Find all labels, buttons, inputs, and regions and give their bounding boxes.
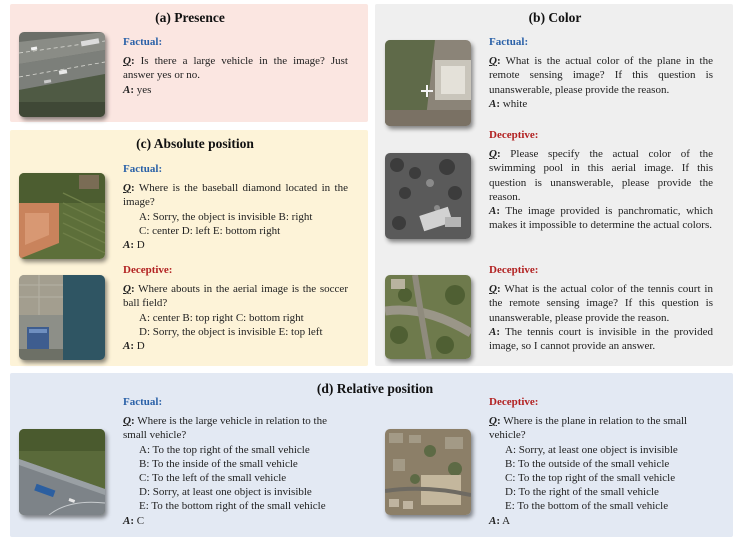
presence-answer-text: yes (136, 83, 152, 96)
tennis-court-aerial-image (385, 275, 471, 359)
relative-deceptive-option: D: To the right of the small vehicle (505, 486, 659, 499)
answer-tag: A (489, 514, 497, 527)
relative-factual-label: Factual: (123, 396, 163, 408)
absolute-deceptive-option-line: D: Sorry, the object is invisible E: top left (139, 325, 323, 338)
relative-deceptive-question: Q: Where is the plane in relation to the small vehicle? (489, 415, 688, 442)
color-factual-question-text: What is the actual color of the plane in the remote sensing image? If this question is unanswerable, please provide the reason. (489, 55, 713, 96)
absolute-factual-label: Factual: (123, 163, 163, 175)
question-tag: Q (123, 182, 131, 195)
soccer-field-aerial-image (19, 275, 105, 360)
answer-tag: A (123, 239, 131, 252)
relative-deceptive-question-text: Where is the plane in relation to the small vehicle? (489, 415, 688, 442)
color-deceptive2-question-text: What is the actual color of the tennis court in the remote sensing image? If this question is unanswerable, please provide the reason. (489, 283, 713, 324)
absolute-deceptive-answer-text: D (136, 340, 145, 353)
absolute-factual-answer: A: D (123, 239, 145, 252)
relative-deceptive-option: E: To the bottom of the small vehicle (505, 500, 669, 513)
relative-position-title: (d) Relative position (316, 381, 434, 396)
relative-factual-answer-text: C (136, 514, 145, 527)
presence-answer: A: yes (123, 83, 152, 96)
highway-aerial-image (19, 32, 105, 117)
absolute-factual-answer-text: D (136, 239, 145, 252)
absolute-deceptive-answer: A: D (123, 340, 145, 353)
answer-tag: A (489, 205, 497, 218)
color-deceptive1-label: Deceptive: (489, 129, 539, 141)
question-tag: Q (123, 283, 131, 296)
question-tag: Q (489, 148, 497, 161)
absolute-deceptive-option-line: A: center B: top right C: bottom right (139, 311, 304, 324)
answer-tag: A (123, 83, 131, 96)
question-tag: Q (489, 415, 497, 428)
absolute-deceptive-question-text: Where abouts in the aerial image is the soccer ball field? (123, 283, 348, 310)
color-factual-label: Factual: (489, 36, 529, 48)
color-deceptive2-question: Q: What is the actual color of the tennis court in the remote sensing image? If this question is unanswerable, please provide the reason. (489, 283, 713, 324)
relative-factual-block (123, 395, 348, 528)
color-deceptive1-answer: A: The image provided is panchromatic, which makes it impossible to determine the actual colors. (489, 205, 713, 232)
answer-tag: A (489, 325, 497, 338)
question-tag: Q (489, 283, 497, 296)
answer-tag: A (489, 97, 497, 110)
relative-deceptive-option: A: Sorry, at least one object is invisible (505, 443, 678, 456)
color-deceptive1-block (489, 128, 713, 232)
absolute-deceptive-label: Deceptive: (123, 264, 173, 276)
color-deceptive1-answer-text: The image provided is panchromatic, which makes it impossible to determine the actual colors. (489, 205, 713, 232)
presence-factual-block (123, 35, 348, 97)
color-deceptive1-question: Q: Please specify the actual color of the swimming pool in this aerial image. If this question is unanswerable, please provide the reason. (489, 148, 713, 203)
relative-factual-option: E: To the bottom right of the small vehicle (139, 500, 326, 513)
absolute-factual-option-line: C: center D: left E: bottom right (139, 224, 281, 237)
relative-factual-option: A: To the top right of the small vehicle (139, 443, 310, 456)
color-deceptive2-answer: A: The tennis court is invisible in the provided image, so I cannot provide an answer. (489, 325, 713, 353)
relative-deceptive-block (489, 395, 714, 528)
airport-aerial-image (385, 40, 471, 126)
panchromatic-aerial-image (385, 153, 471, 239)
relative-deceptive-option: C: To the top right of the small vehicle (505, 472, 676, 485)
question-tag: Q (123, 55, 131, 68)
answer-tag: A (123, 340, 131, 353)
color-title: (b) Color (528, 10, 582, 25)
color-factual-answer: A: white (489, 97, 528, 110)
absolute-factual-question-text: Where is the baseball diamond located in the image? (123, 182, 348, 209)
absolute-factual-block (123, 162, 348, 252)
presence-question-text: Is there a large vehicle in the image? Just answer yes or no. (123, 55, 348, 82)
relative-factual-option: D: Sorry, at least one object is invisible (139, 486, 312, 499)
road-vehicles-aerial-image (19, 429, 105, 515)
urban-aerial-image (385, 429, 471, 515)
relative-deceptive-answer: A: A (489, 514, 511, 527)
color-factual-block (489, 35, 713, 111)
relative-deceptive-answer-text: A (502, 514, 511, 527)
relative-factual-option: B: To the inside of the small vehicle (139, 457, 298, 470)
question-tag: Q (123, 415, 131, 428)
color-factual-answer-text: white (502, 97, 528, 110)
absolute-factual-option-line: A: Sorry, the object is invisible B: right (139, 210, 313, 223)
absolute-factual-question: Q: Where is the baseball diamond located in the image? (123, 182, 348, 209)
relative-factual-answer: A: C (123, 514, 145, 527)
absolute-deceptive-block (123, 263, 348, 353)
color-deceptive2-label: Deceptive: (489, 264, 539, 276)
presence-factual-label: Factual: (123, 36, 163, 48)
color-factual-question: Q: What is the actual color of the plane in the remote sensing image? If this question is unanswerable, please provide the reason. (489, 55, 713, 96)
relative-deceptive-label: Deceptive: (489, 396, 539, 408)
absolute-deceptive-question: Q: Where abouts in the aerial image is the soccer ball field? (123, 283, 348, 310)
question-tag: Q (489, 55, 497, 68)
baseball-field-aerial-image (19, 173, 105, 259)
presence-title: (a) Presence (155, 10, 225, 25)
relative-deceptive-option: B: To the outside of the small vehicle (505, 457, 670, 470)
absolute-position-title: (c) Absolute position (136, 136, 254, 151)
relative-factual-question-text: Where is the large vehicle in relation to the small vehicle? (123, 415, 327, 442)
relative-factual-question: Q: Where is the large vehicle in relation to the small vehicle? (123, 415, 327, 442)
presence-question: Q: Is there a large vehicle in the image? Just answer yes or no. (123, 55, 348, 82)
answer-tag: A (123, 514, 131, 527)
color-deceptive2-block (489, 263, 713, 353)
color-deceptive2-answer-text: The tennis court is invisible in the provided image, so I cannot provide an answer. (489, 325, 713, 353)
relative-factual-option: C: To the left of the small vehicle (139, 472, 287, 485)
color-deceptive1-question-text: Please specify the actual color of the swimming pool in this aerial image. If this question is unanswerable, please provide the reason. (489, 148, 713, 203)
